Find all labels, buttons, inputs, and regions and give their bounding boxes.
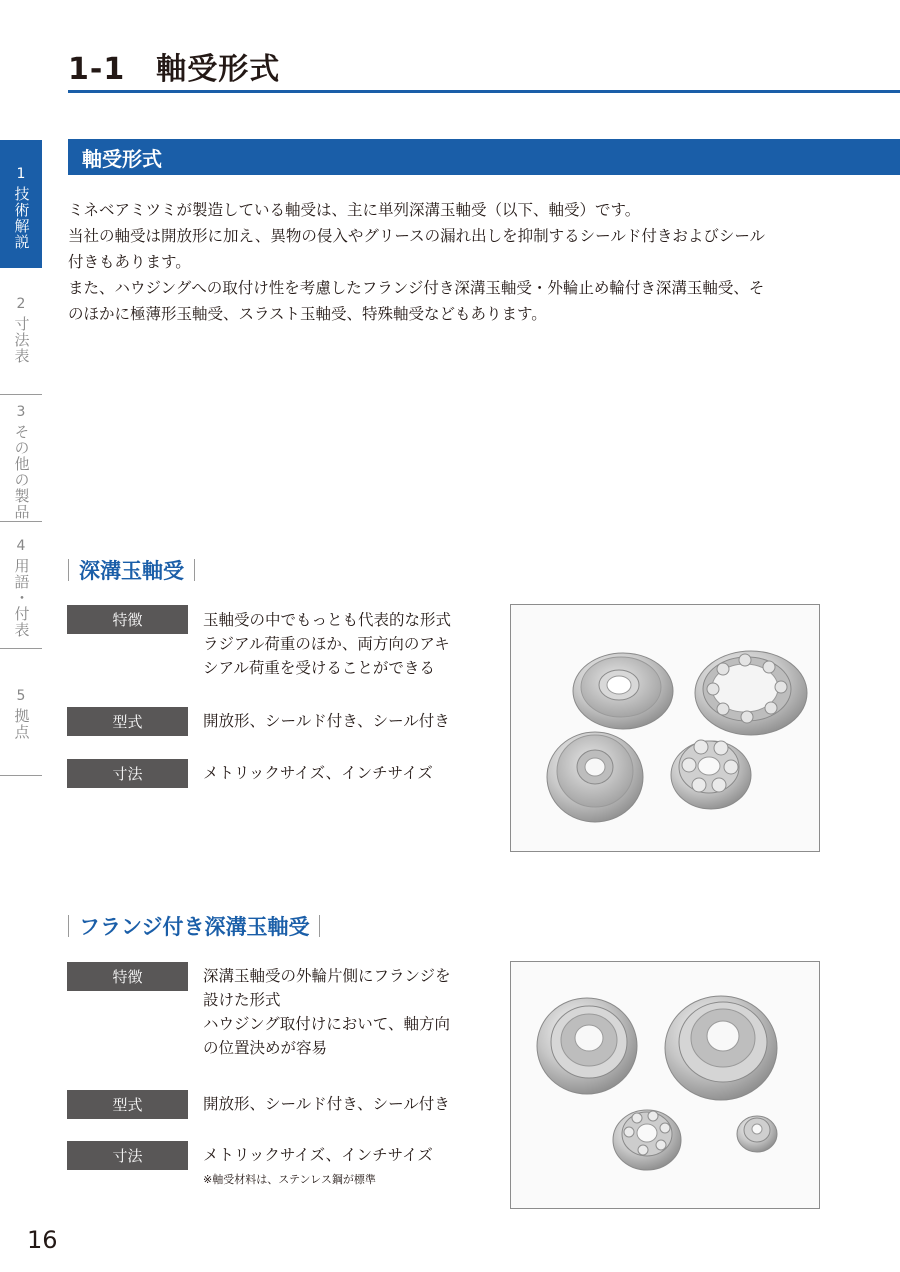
feature-line: 深溝玉軸受の外輪片側にフランジを <box>203 967 451 985</box>
side-tab-other-products[interactable] <box>0 378 42 520</box>
intro-text <box>68 197 838 327</box>
side-tab-label: その他の製品 <box>12 424 31 520</box>
side-divider <box>0 648 42 649</box>
size-label: 寸法 <box>67 1141 188 1170</box>
heading-bar <box>319 915 320 937</box>
deep-groove-heading-text: 深溝玉軸受 <box>79 559 184 583</box>
size-value: メトリックサイズ、インチサイズ <box>203 764 433 782</box>
flanged-bearing-photo <box>510 961 820 1209</box>
flanged-heading <box>68 914 320 938</box>
page-number: 16 <box>27 1226 58 1254</box>
feature-line: ハウジング取付けにおいて、軸方向 <box>203 1015 450 1033</box>
heading-bar <box>194 559 195 581</box>
side-tab-locations[interactable] <box>0 662 42 774</box>
size-label: 寸法 <box>67 759 188 788</box>
section-heading: 軸受形式 <box>68 139 900 175</box>
side-tab-number: 4 <box>16 538 26 554</box>
feature-line: シアル荷重を受けることができる <box>203 659 435 677</box>
feature-line: の位置決めが容易 <box>203 1039 328 1057</box>
side-tab-label: 用語・付表 <box>12 558 31 638</box>
feature-line: 玉軸受の中でもっとも代表的な形式 <box>203 611 452 629</box>
bearing-shielded-image <box>573 653 673 729</box>
side-tab-number: 5 <box>16 688 26 704</box>
side-tab-label: 寸法表 <box>12 316 31 364</box>
intro-line: ミネベアミツミが製造している軸受は、主に単列深溝玉軸受（以下、軸受）です。 <box>68 201 641 219</box>
material-note: ※軸受材料は、ステンレス鋼が標準 <box>203 1173 376 1186</box>
feature-line: 設けた形式 <box>203 991 281 1009</box>
side-tab-technical[interactable] <box>0 140 42 268</box>
bearing-open-small-image <box>671 740 751 809</box>
feature-description <box>203 964 451 1060</box>
type-label: 型式 <box>67 707 188 736</box>
side-tab-number: 3 <box>16 404 26 420</box>
side-tab-label: 拠点 <box>12 708 31 740</box>
intro-line: 付きもあります。 <box>68 253 191 271</box>
side-tab-number: 1 <box>16 166 26 182</box>
bearing-open-image <box>695 651 807 735</box>
intro-line: のほかに極薄形玉軸受、スラスト玉軸受、特殊軸受などもあります。 <box>68 305 547 323</box>
side-divider <box>0 775 42 776</box>
bearing-flanged-left-image <box>537 998 637 1094</box>
bearing-flanged-mini-image <box>737 1116 777 1152</box>
deep-groove-heading <box>68 558 195 582</box>
bearing-shielded-thick-image <box>547 732 643 822</box>
side-tab-dimensions[interactable] <box>0 270 42 394</box>
side-tab-glossary[interactable] <box>0 512 42 648</box>
type-label: 型式 <box>67 1090 188 1119</box>
feature-line: ラジアル荷重のほか、両方向のアキ <box>203 635 450 653</box>
intro-line: また、ハウジングへの取付け性を考慮したフランジ付き深溝玉軸受・外輪止め輪付き深溝玉軸受、そ <box>68 279 765 297</box>
type-value: 開放形、シールド付き、シール付き <box>203 712 450 730</box>
type-value: 開放形、シールド付き、シール付き <box>203 1095 450 1113</box>
page-title: 1-1 軸受形式 <box>68 52 281 87</box>
bearing-flanged-open-image <box>613 1110 681 1170</box>
side-tab-label: 技術解説 <box>12 186 31 250</box>
title-rule <box>68 90 900 93</box>
feature-label: 特徴 <box>67 605 188 634</box>
bearing-flanged-right-image <box>665 996 777 1100</box>
size-value: メトリックサイズ、インチサイズ <box>203 1146 433 1164</box>
feature-label: 特徴 <box>67 962 188 991</box>
feature-description <box>203 608 451 680</box>
flanged-heading-text: フランジ付き深溝玉軸受 <box>79 915 310 939</box>
side-tab-number: 2 <box>16 296 26 312</box>
deep-groove-bearing-photo <box>510 604 820 852</box>
intro-line: 当社の軸受は開放形に加え、異物の侵入やグリースの漏れ出しを抑制するシールド付きおよびシール <box>68 227 766 245</box>
